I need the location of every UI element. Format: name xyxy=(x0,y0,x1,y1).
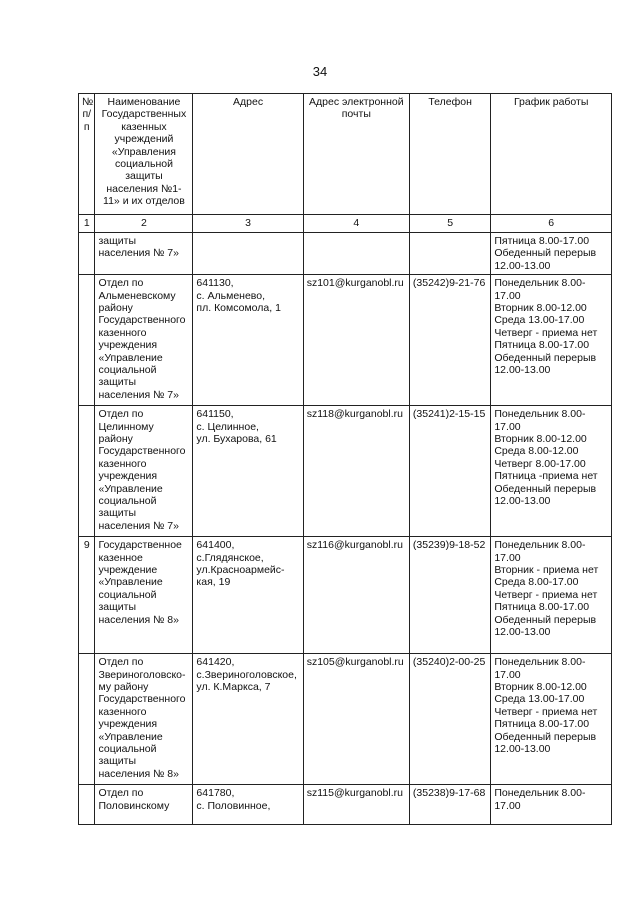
table-row xyxy=(79,275,612,406)
table-row xyxy=(79,537,612,654)
institution-name: Отдел по Альменевскому району Государственного казенного учреждения «Управление социальной защиты населения № 7» xyxy=(95,275,193,406)
phone-cell: (35238)9-17-68 xyxy=(409,785,490,825)
email-cell xyxy=(303,233,409,275)
table-row xyxy=(79,233,612,275)
email-cell: sz105@kurganobl.ru xyxy=(303,654,409,785)
row-number xyxy=(79,233,95,275)
table-row xyxy=(79,785,612,825)
column-number: 4 xyxy=(303,215,409,233)
address-cell: 641400, с.Глядянское, ул.Красноармейс- кая, 19 xyxy=(193,537,303,654)
schedule-cell: Пятница 8.00-17.00 Обеденный перерыв 12.00-13.00 xyxy=(491,233,612,275)
table-row xyxy=(79,406,612,537)
header-email: Адрес электронной почты xyxy=(303,94,409,215)
institution-name: Отдел по Звериноголовско- му району Государственного казенного учреждения «Управление социальной защиты населения № 8» xyxy=(95,654,193,785)
page-number: 34 xyxy=(312,64,328,79)
row-number xyxy=(79,406,95,537)
schedule-cell: Понедельник 8.00- 17.00 Вторник 8.00-12.00 Среда 8.00-12.00 Четверг 8.00-17.00 Пятница -приема нет Обеденный перерыв 12.00-13.00 xyxy=(491,406,612,537)
schedule-cell: Понедельник 8.00- 17.00 Вторник 8.00-12.00 Среда 13.00-17.00 Четверг - приема нет Пятница 8.00-17.00 Обеденный перерыв 12.00-13.00 xyxy=(491,654,612,785)
header-address: Адрес xyxy=(193,94,303,215)
address-cell: 641780, с. Половинное, xyxy=(193,785,303,825)
email-cell: sz101@kurganobl.ru xyxy=(303,275,409,406)
header-number: № п/п xyxy=(79,94,95,215)
phone-cell: (35239)9-18-52 xyxy=(409,537,490,654)
institution-name: Отдел по Целинному району Государственного казенного учреждения «Управление социальной защиты населения № 7» xyxy=(95,406,193,537)
row-number: 9 xyxy=(79,537,95,654)
header-phone: Телефон xyxy=(409,94,490,215)
schedule-cell: Понедельник 8.00- 17.00 Вторник 8.00-12.00 Среда 13.00-17.00 Четверг - приема нет Пятница 8.00-17.00 Обеденный перерыв 12.00-13.00 xyxy=(491,275,612,406)
column-number: 3 xyxy=(193,215,303,233)
header-name: Наименование Государственных казенных учреждений «Управления социальной защиты населения №1- 11» и их отделов xyxy=(95,94,193,215)
institution-name: Государственное казенное учреждение «Управление социальной защиты населения № 8» xyxy=(95,537,193,654)
institution-name: Отдел по Половинскому xyxy=(95,785,193,825)
column-number: 1 xyxy=(79,215,95,233)
phone-cell: (35241)2-15-15 xyxy=(409,406,490,537)
table-header-row xyxy=(79,94,612,215)
row-number xyxy=(79,785,95,825)
column-number: 2 xyxy=(95,215,193,233)
institution-name: защиты населения № 7» xyxy=(95,233,193,275)
row-number xyxy=(79,654,95,785)
phone-cell: (35242)9-21-76 xyxy=(409,275,490,406)
column-number: 6 xyxy=(491,215,612,233)
address-cell: 641130, с. Альменево, пл. Комсомола, 1 xyxy=(193,275,303,406)
header-schedule: График работы xyxy=(491,94,612,215)
email-cell: sz115@kurganobl.ru xyxy=(303,785,409,825)
table-row xyxy=(79,654,612,785)
email-cell: sz118@kurganobl.ru xyxy=(303,406,409,537)
email-cell: sz116@kurganobl.ru xyxy=(303,537,409,654)
column-number-row xyxy=(79,215,612,233)
schedule-cell: Понедельник 8.00- 17.00 xyxy=(491,785,612,825)
address-cell: 641150, с. Целинное, ул. Бухарова, 61 xyxy=(193,406,303,537)
address-cell xyxy=(193,233,303,275)
phone-cell xyxy=(409,233,490,275)
column-number: 5 xyxy=(409,215,490,233)
schedule-cell: Понедельник 8.00- 17.00 Вторник - приема нет Среда 8.00-17.00 Четверг - приема нет Пятница 8.00-17.00 Обеденный перерыв 12.00-13.00 xyxy=(491,537,612,654)
institutions-table xyxy=(78,93,612,825)
row-number xyxy=(79,275,95,406)
phone-cell: (35240)2-00-25 xyxy=(409,654,490,785)
address-cell: 641420, с.Звериноголовское, ул. К.Маркса, 7 xyxy=(193,654,303,785)
